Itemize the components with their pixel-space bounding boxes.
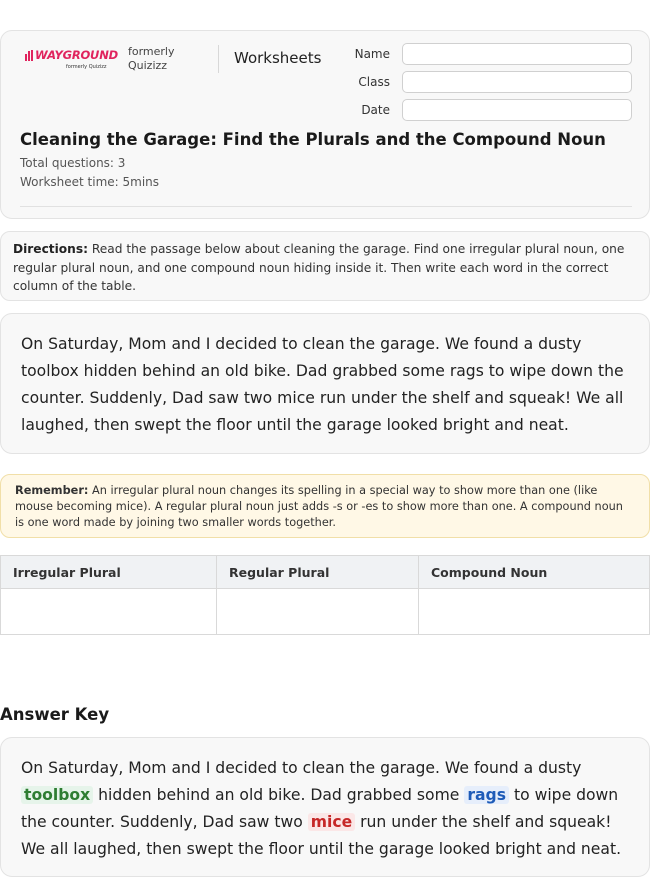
regular-plural-cell[interactable] <box>217 589 419 635</box>
logo-mark-icon <box>25 50 34 61</box>
worksheet-title: Cleaning the Garage: Find the Plurals and the Compound Noun <box>20 130 606 149</box>
col-compound-noun: Compound Noun <box>419 556 650 589</box>
reading-passage: On Saturday, Mom and I decided to clean the garage. We found a dusty toolbox hidden behind an old bike. Dad grabbed some rags to wipe down the counter. Suddenly, Dad saw two mice run under the shelf and squeak! We all laughed, then swept the floor until the garage looked bright and neat. <box>0 313 650 454</box>
answer-key-title: Answer Key <box>0 705 110 724</box>
table-row <box>1 589 650 635</box>
directions-text: Read the passage below about cleaning the garage. Find one irregular plural noun, one regular plural noun, and one compound noun hiding inside it. Then write each word in the correct column of the table. <box>13 242 625 293</box>
header-rule <box>20 206 632 207</box>
formerly-quizizz-note: formerly Quizizz <box>128 45 175 72</box>
irregular-plural-cell[interactable] <box>1 589 217 635</box>
wayground-logo <box>25 48 118 76</box>
worksheets-label: Worksheets <box>234 49 322 67</box>
date-field[interactable] <box>402 99 632 121</box>
logo-wordmark: WAYGROUND <box>35 48 118 62</box>
col-regular-plural: Regular Plural <box>217 556 419 589</box>
remember-box <box>0 474 650 538</box>
answer-regular-plural: rags <box>464 786 509 804</box>
logo-subtext: formerly Quizizz <box>66 64 107 70</box>
worksheet-header <box>0 30 650 219</box>
compound-noun-cell[interactable] <box>419 589 650 635</box>
remember-label: Remember: <box>15 484 89 497</box>
class-label: Class <box>358 75 390 89</box>
class-field[interactable] <box>402 71 632 93</box>
total-questions: Total questions: 3 <box>20 156 126 170</box>
answer-compound-noun: toolbox <box>21 786 93 804</box>
header-divider <box>218 45 219 73</box>
col-irregular-plural: Irregular Plural <box>1 556 217 589</box>
answer-table <box>0 555 650 635</box>
directions-box <box>0 231 650 301</box>
answer-irregular-plural: mice <box>308 813 355 831</box>
date-label: Date <box>361 103 390 117</box>
name-field[interactable] <box>402 43 632 65</box>
directions-label: Directions: <box>13 242 88 256</box>
name-label: Name <box>354 47 390 61</box>
answer-key-passage: On Saturday, Mom and I decided to clean the garage. We found a dusty toolbox hidden behind an old bike. Dad grabbed some rags to wipe down the counter. Suddenly, Dad saw two mice run under the shelf and squeak! We all laughed, then swept the floor until the garage looked bright and neat. <box>0 737 650 877</box>
worksheet-time: Worksheet time: 5mins <box>20 175 160 189</box>
remember-text: An irregular plural noun changes its spelling in a special way to show more than one (like mouse becoming mice). A regular plural noun just adds -s or -es to show more than one. A compound noun is one word made by joining two smaller words together. <box>15 484 623 529</box>
